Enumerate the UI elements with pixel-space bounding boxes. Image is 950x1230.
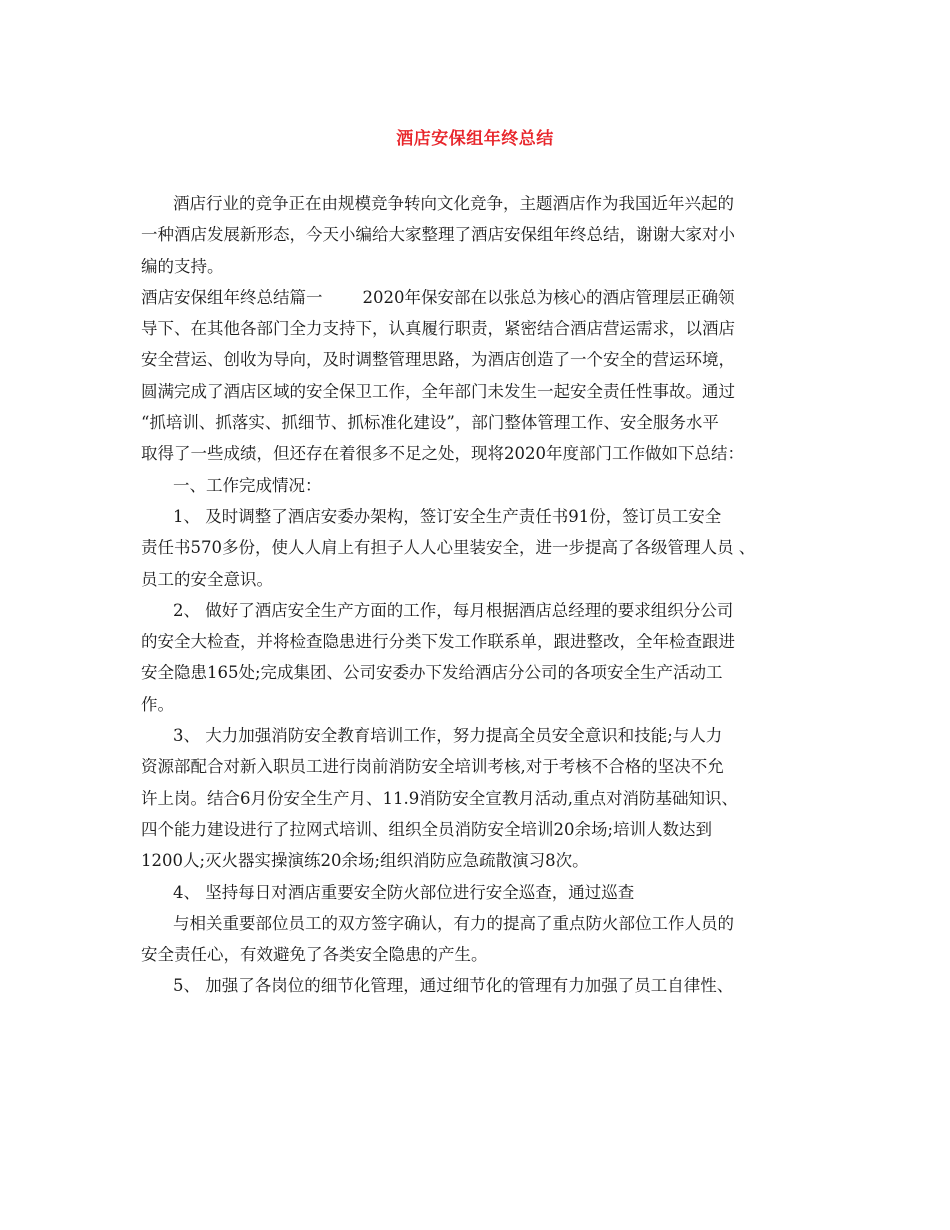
paragraph-line: 资源部配合对新入职员工进行岗前消防安全培训考核,对于考核不合格的坚决不允 xyxy=(141,757,724,777)
paragraph-line: 安全隐患165处;完成集团、公司安委办下发给酒店分公司的各项安全生产活动工 xyxy=(141,663,723,683)
paragraph-text: 2020年保安部在以张总为核心的酒店管理层正确领 xyxy=(362,287,735,307)
document-body xyxy=(141,188,821,1002)
paragraph-line: 四个能力建设进行了拉网式培训、组织全员消防安全培训20余场;培训人数达到 xyxy=(141,819,713,839)
paragraph-line: 酒店行业的竞争正在由规模竞争转向文化竞争，主题酒店作为我国近年兴起的 xyxy=(173,194,734,213)
paragraph-line: 圆满完成了酒店区域的安全保卫工作，全年部门未发生一起安全责任性事故。通过 xyxy=(141,381,735,401)
paragraph-line: 编的支持。 xyxy=(141,256,224,276)
paragraph-line: 安全责任心，有效避免了各类安全隐患的产生。 xyxy=(141,945,488,965)
list-item-line: 4、 坚持每日对酒店重要安全防火部位进行安全巡查，通过巡查 xyxy=(173,882,635,902)
paragraph-line: 取得了一些成绩，但还存在着很多不足之处，现将2020年度部门工作做如下总结： xyxy=(141,444,744,464)
list-item-line: 5、 加强了各岗位的细节化管理，通过细节化的管理有力加强了员工自律性、 xyxy=(173,976,734,996)
paragraph-line: 1200人;灭火器实操演练20余场;组织消防应急疏散演习8次。 xyxy=(141,851,589,871)
paragraph-line: 员工的安全意识。 xyxy=(141,569,273,589)
paragraph-line: 导下、在其他各部门全力支持下，认真履行职责，紧密结合酒店营运需求，以酒店 xyxy=(141,319,735,339)
list-item-line: 3、 大力加强消防安全教育培训工作，努力提高全员安全意识和技能;与人力 xyxy=(173,726,723,746)
paragraph-line: 责任书570多份，使人人肩上有担子人人心里装安全，进一步提高了各级管理人员 、 xyxy=(141,538,756,558)
list-item-line: 1、 及时调整了酒店安委办架构，签订安全生产责任书91份，签订员工安全 xyxy=(173,506,722,526)
paragraph-line: 许上岗。结合6月份安全生产月、11.9消防安全宣教月活动,重点对消防基础知识、 xyxy=(141,788,738,808)
paragraph-line: 作。 xyxy=(141,694,174,714)
section-heading: 酒店安保组年终总结篇一 xyxy=(141,287,323,307)
paragraph-line: 的安全大检查，并将检查隐患进行分类下发工作联系单，跟进整改，全年检查跟进 xyxy=(141,632,735,652)
paragraph-line: 安全营运、创收为导向，及时调整管理思路，为酒店创造了一个安全的营运环境， xyxy=(141,350,735,370)
section-heading-line xyxy=(141,282,821,313)
document-title: 酒店安保组年终总结 xyxy=(396,129,554,149)
paragraph-line: 一种酒店发展新形态，今天小编给大家整理了酒店安保组年终总结，谢谢大家对小 xyxy=(141,225,735,245)
paragraph-line: “抓培训、抓落实、抓细节、抓标准化建设”，部门整体管理工作、安全服务水平 xyxy=(141,413,719,433)
list-item-line: 2、 做好了酒店安全生产方面的工作，每月根据酒店总经理的要求组织分公司 xyxy=(173,600,734,620)
subheading-line: 一、工作完成情况： xyxy=(173,475,322,495)
paragraph-line: 与相关重要部位员工的双方签字确认，有力的提高了重点防火部位工作人员的 xyxy=(173,913,734,933)
